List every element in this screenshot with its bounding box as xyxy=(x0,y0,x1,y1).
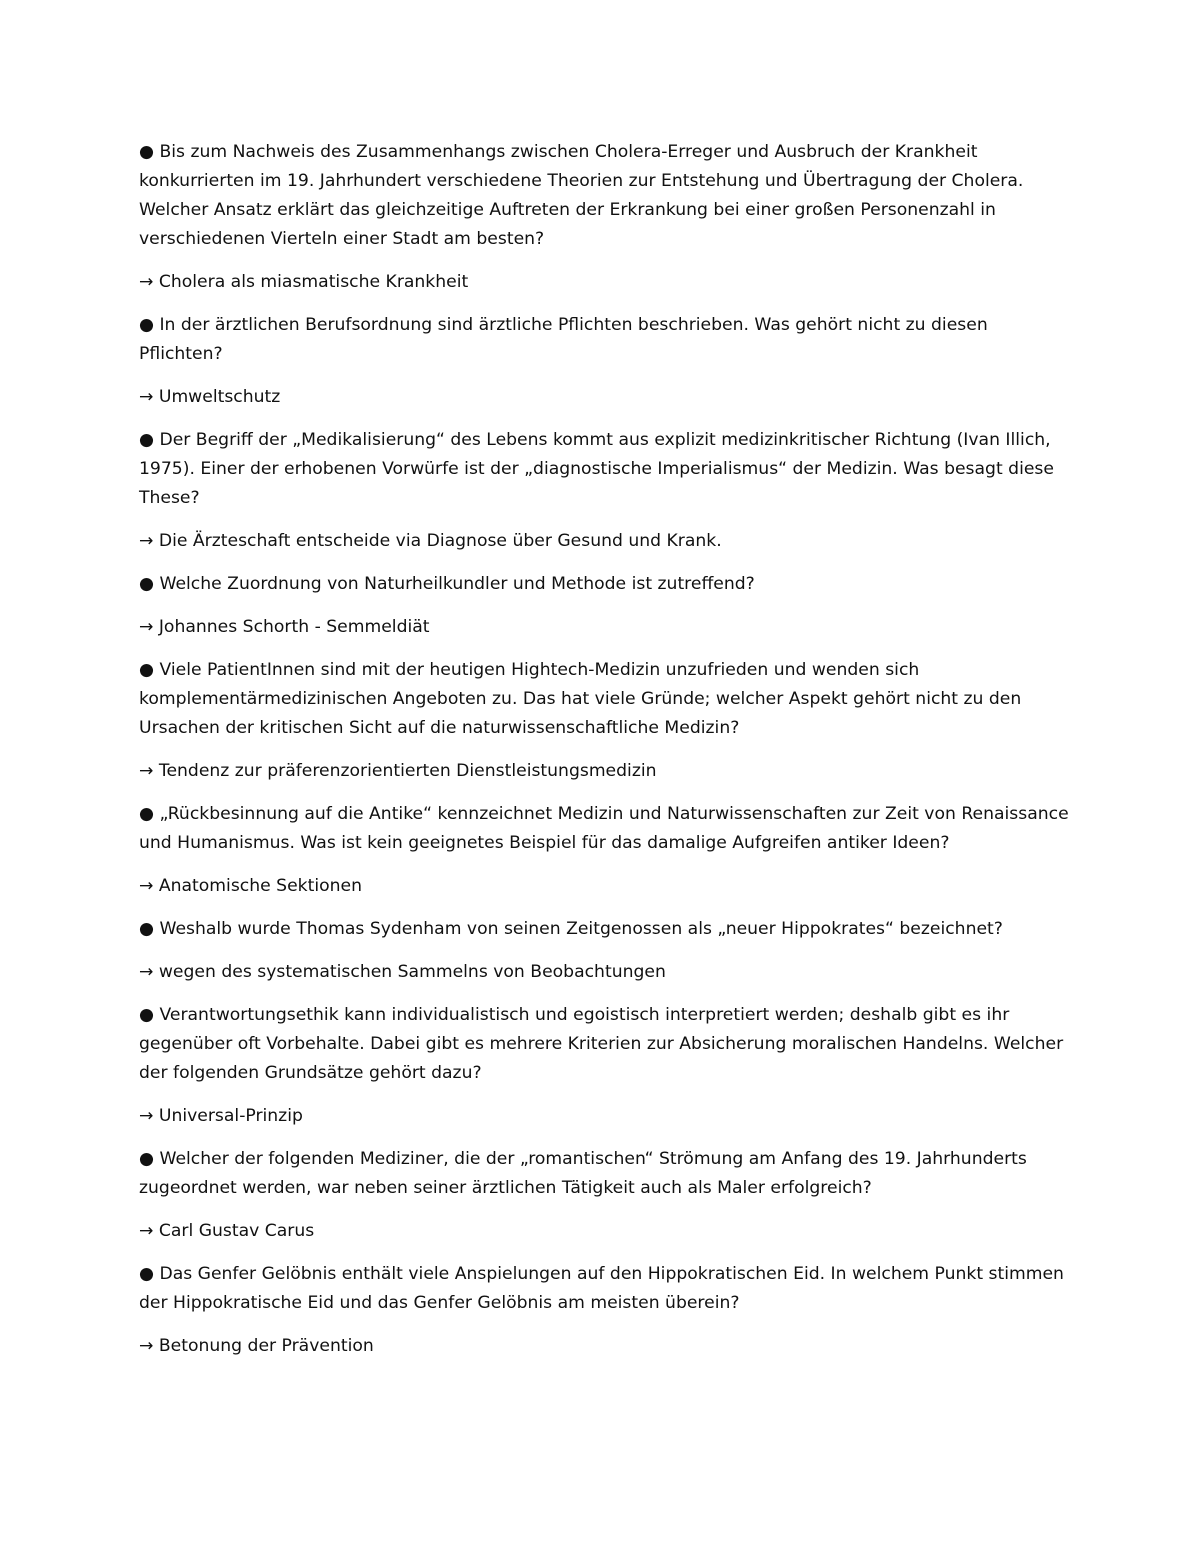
answer-9: → Carl Gustav Carus xyxy=(139,1221,315,1241)
answer-5: → Tendenz zur präferenzorientierten Dienstleistungsmedizin xyxy=(139,761,657,781)
question-2: ● In der ärztlichen Berufsordnung sind ärztliche Pflichten beschrieben. Was gehört nicht zu diesen Pflichten? xyxy=(139,315,988,364)
question-1: ● Bis zum Nachweis des Zusammenhangs zwischen Cholera-Erreger und Ausbruch der Krankheit konkurrierten im 19. Jahrhundert verschiedene Theorien zur Entstehung und Übertragung der Cholera. Welcher Ansatz erklärt das gleichzeitige Auftreten der Erkrankung bei einer großen Personenzahl in verschiedenen Vierteln einer Stadt am besten? xyxy=(139,142,1024,249)
answer-4: → Johannes Schorth - Semmeldiät xyxy=(139,617,430,637)
question-8: ● Verantwortungsethik kann individualistisch und egoistisch interpretiert werden; deshalb gibt es ihr gegenüber oft Vorbehalte. Dabei gibt es mehrere Kriterien zur Absicherung moralischen Handelns. Welcher der folgenden Grundsätze gehört dazu? xyxy=(139,1005,1064,1083)
answer-8: → Universal-Prinzip xyxy=(139,1106,303,1126)
answer-3: → Die Ärzteschaft entscheide via Diagnose über Gesund und Krank. xyxy=(139,531,722,551)
question-10: ● Das Genfer Gelöbnis enthält viele Anspielungen auf den Hippokratischen Eid. In welchem Punkt stimmen der Hippokratische Eid und das Genfer Gelöbnis am meisten überein? xyxy=(139,1264,1064,1313)
answer-2: → Umweltschutz xyxy=(139,387,281,407)
question-7: ● Weshalb wurde Thomas Sydenham von seinen Zeitgenossen als „neuer Hippokrates“ bezeichnet? xyxy=(139,919,1003,939)
question-9: ● Welcher der folgenden Mediziner, die der „romantischen“ Strömung am Anfang des 19. Jahrhunderts zugeordnet werden, war neben seiner ärztlichen Tätigkeit auch als Maler erfolgreich? xyxy=(139,1149,1027,1198)
answer-6: → Anatomische Sektionen xyxy=(139,876,362,896)
question-5: ● Viele PatientInnen sind mit der heutigen Hightech-Medizin unzufrieden und wenden sich komplementärmedizinischen Angeboten zu. Das hat viele Gründe; welcher Aspekt gehört nicht zu den Ursachen der kritischen Sicht auf die naturwissenschaftliche Medizin? xyxy=(139,660,1022,738)
answer-7: → wegen des systematischen Sammelns von Beobachtungen xyxy=(139,962,666,982)
answer-1: → Cholera als miasmatische Krankheit xyxy=(139,272,469,292)
question-3: ● Der Begriff der „Medikalisierung“ des Lebens kommt aus explizit medizinkritischer Richtung (Ivan Illich, 1975). Einer der erhobenen Vorwürfe ist der „diagnostische Imperialismus“ der Medizin. Was besagt diese These? xyxy=(139,430,1054,508)
answer-10: → Betonung der Prävention xyxy=(139,1336,374,1356)
question-6: ● „Rückbesinnung auf die Antike“ kennzeichnet Medizin und Naturwissenschaften zur Zeit von Renaissance und Humanismus. Was ist kein geeignetes Beispiel für das damalige Aufgreifen antiker Ideen? xyxy=(139,804,1069,853)
document-page xyxy=(139,138,1069,1375)
question-4: ● Welche Zuordnung von Naturheilkundler und Methode ist zutreffend? xyxy=(139,574,755,594)
